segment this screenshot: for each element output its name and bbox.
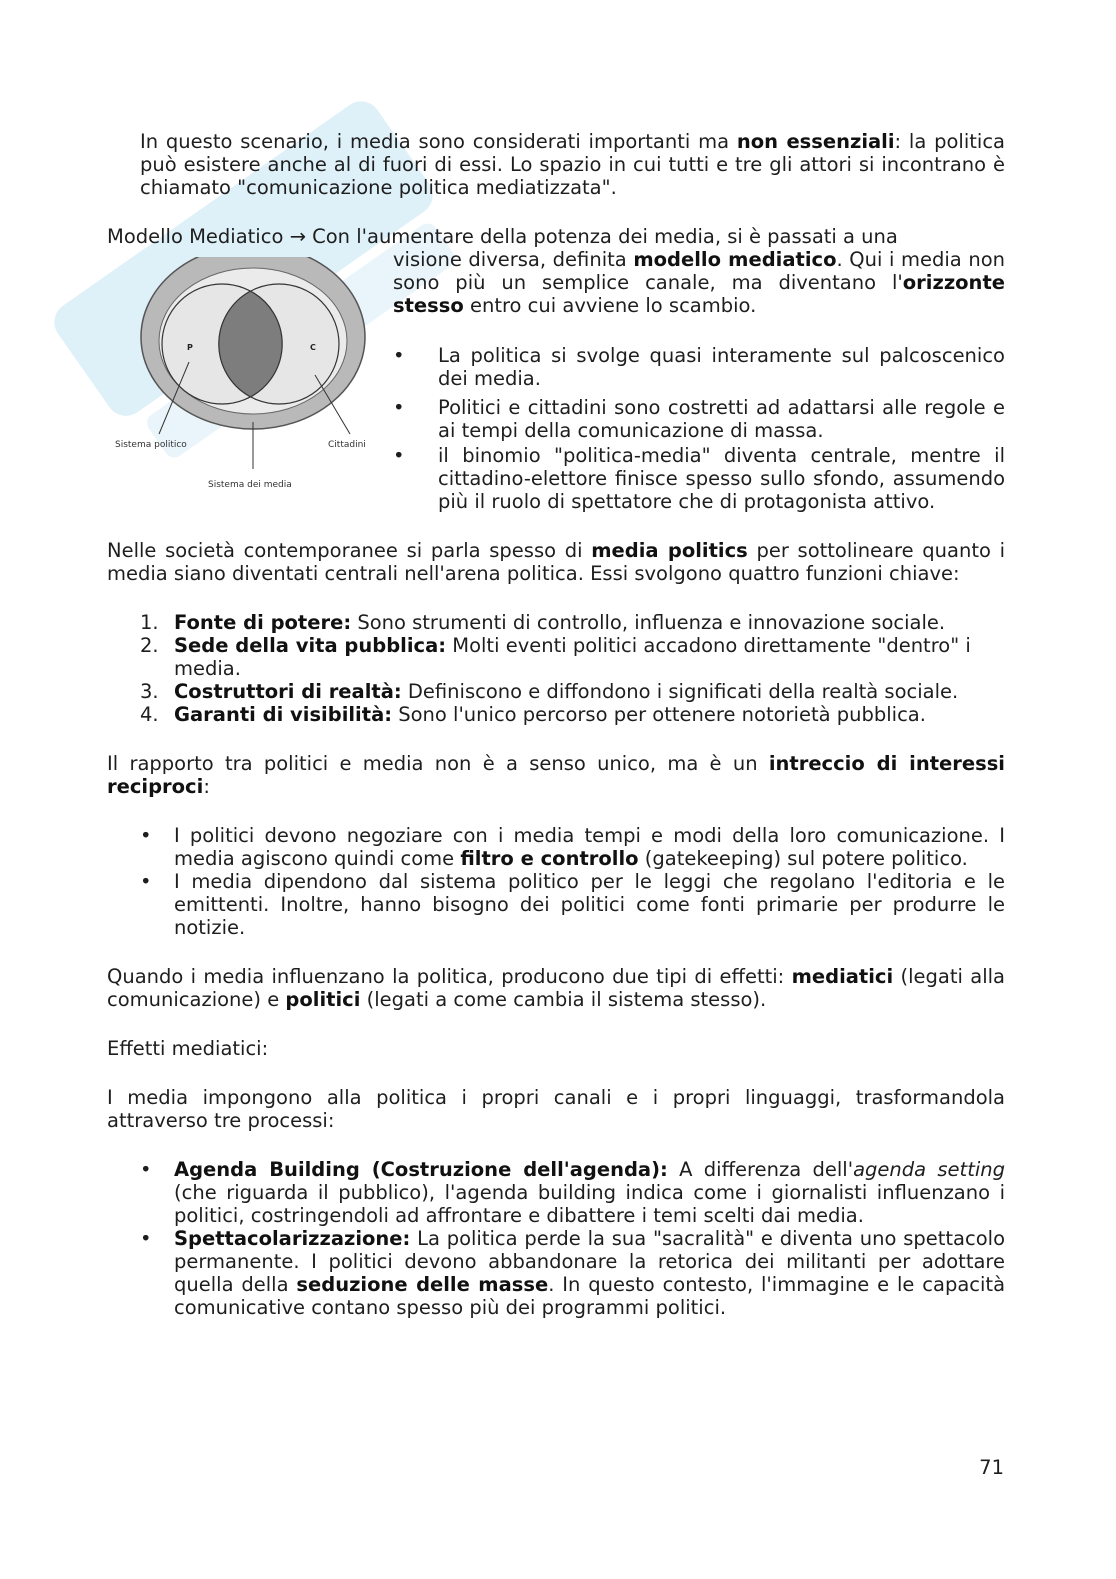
media-politics-paragraph: Nelle società contemporanee si parla spesso di media politics per sottolineare quanto i media siano diventati centrali nell'arena politica. Essi svolgono quattro funzioni chiave: (107, 539, 1006, 585)
model-continuation: visione diversa, definita modello mediatico. Qui i media non sono più un semplice canale, ma diventano l'orizzonte stesso entro cui avviene lo scambio. (393, 248, 1006, 317)
intro-paragraph: In questo scenario, i media sono considerati importanti ma non essenziali: la politica può esistere anche al di fuori di essi. Lo spazio in cui tutti e tre gli attori si incontrano è chiamato "comunicazione politica mediatizzata". (140, 130, 1005, 199)
list-item: • il binomio "politica-media" diventa centrale, mentre il cittadino-elettore finisce spesso sullo sfondo, assumendo più il ruolo di spettatore che di protagonista attivo. (393, 444, 1005, 513)
relationship-list (107, 824, 1005, 939)
media-model-diagram (107, 257, 387, 507)
model-lead: Modello Mediatico → Con l'aumentare della potenza dei media, si è passati a una (107, 225, 898, 248)
main-content (107, 130, 1005, 1319)
model-bullet-list (393, 344, 1005, 513)
label-c: C (310, 343, 316, 352)
label-political-system: Sistema politico (115, 440, 187, 450)
label-p: P (187, 343, 193, 352)
list-item: • Politici e cittadini sono costretti ad adattarsi alle regole e ai tempi della comunicazione di massa. (393, 396, 1005, 442)
impose-paragraph: I media impongono alla politica i propri canali e i propri linguaggi, trasformandola attraverso tre processi: (107, 1086, 1005, 1132)
functions-list (107, 611, 1005, 726)
media-model-section (107, 225, 1005, 513)
list-item: • La politica si svolge quasi interamente sul palcoscenico dei media. (393, 344, 1005, 390)
label-citizens: Cittadini (328, 440, 366, 450)
list-item: • Spettacolarizzazione: La politica perde la sua "sacralità" e diventa uno spettacolo permanente. I politici devono abbandonare la retorica dei militanti per adottare quella della seduzione delle masse. In questo contesto, l'immagine e le capacità comunicative contano spesso più dei programmi politici. (140, 1227, 1006, 1319)
effects-paragraph: Quando i media influenzano la politica, producono due tipi di effetti: mediatici (legati alla comunicazione) e politici (legati a come cambia il sistema stesso). (107, 965, 1005, 1011)
list-item: 1. Fonte di potere: Sono strumenti di controllo, influenza e innovazione sociale. (140, 611, 946, 634)
list-item: • I politici devono negoziare con i media tempi e modi della loro comunicazione. I media agiscono quindi come filtro e controllo (gatekeeping) sul potere politico. (140, 824, 1005, 870)
model-right-column (393, 248, 1005, 513)
processes-list (107, 1158, 1005, 1319)
list-item: • I media dipendono dal sistema politico per le leggi che regolano l'editoria e le emittenti. Inoltre, hanno bisogno dei politici come fonti primarie per produrre le notizie. (140, 870, 1005, 939)
relationship-paragraph: Il rapporto tra politici e media non è a senso unico, ma è un intreccio di interessi reciproci: (107, 752, 1005, 798)
list-item: 2. Sede della vita pubblica: Molti eventi politici accadono direttamente "dentro" i media. (140, 634, 971, 680)
effects-heading: Effetti mediatici: (107, 1037, 269, 1060)
list-item: • Agenda Building (Costruzione dell'agenda): A differenza dell'agenda setting (che riguarda il pubblico), l'agenda building indica come i giornalisti influenzano i politici, costringendoli ad affrontare e dibattere i temi scelti dai media. (140, 1158, 1006, 1227)
page-number: 71 (979, 1456, 1004, 1479)
list-item: 4. Garanti di visibilità: Sono l'unico percorso per ottenere notorietà pubblica. (140, 703, 926, 726)
label-media-system: Sistema dei media (208, 480, 292, 490)
list-item: 3. Costruttori di realtà: Definiscono e diffondono i significati della realtà sociale. (140, 680, 959, 703)
